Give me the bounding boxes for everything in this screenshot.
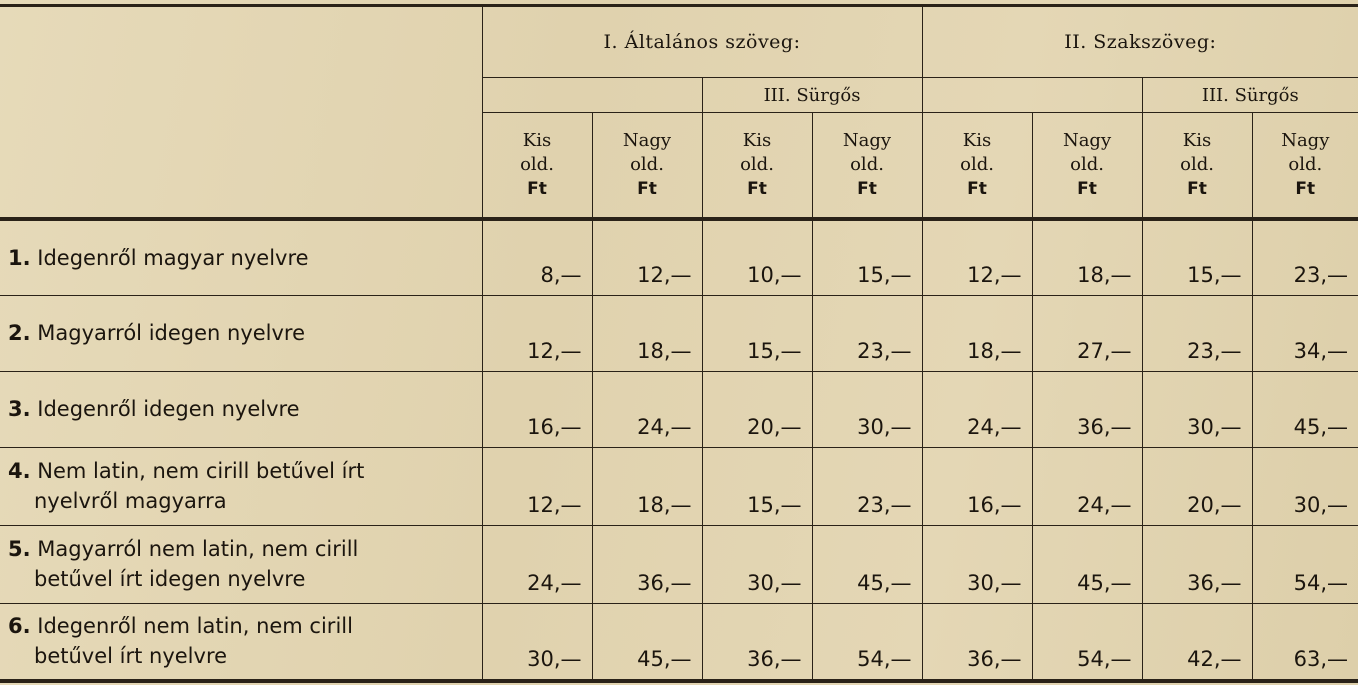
table-row (0, 371, 1358, 447)
col-small-page-header: Kis old. Ft (482, 113, 592, 220)
group-general-text: I. Általános szöveg: (482, 6, 922, 78)
row-number: 2. (8, 321, 31, 345)
row-label (0, 295, 482, 371)
price-cell: 30,— (702, 525, 812, 603)
row-label-line1: Idegenről nem latin, nem cirill (37, 614, 353, 639)
col-large-page-header: Nagy old. Ft (592, 113, 702, 220)
price-cell: 63,— (1252, 603, 1358, 681)
price-cell: 12,— (592, 219, 702, 295)
header-group-row (0, 6, 1358, 78)
price-cell: 10,— (702, 219, 812, 295)
row-label (0, 525, 482, 603)
row-number: 1. (8, 245, 31, 270)
row-label-header (0, 6, 482, 78)
row-label (0, 603, 482, 681)
table-row (0, 219, 1358, 295)
col-large-page-header: Nagy old. Ft (812, 113, 922, 220)
row-label-line1: Idegenről idegen nyelvre (37, 397, 300, 421)
price-cell: 24,— (592, 371, 702, 447)
price-cell: 23,— (1142, 295, 1252, 371)
price-cell: 45,— (812, 525, 922, 603)
price-cell: 18,— (592, 447, 702, 525)
price-cell: 54,— (1032, 603, 1142, 681)
row-label (0, 371, 482, 447)
price-cell: 12,— (482, 295, 592, 371)
price-cell: 18,— (1032, 219, 1142, 295)
price-cell: 36,— (592, 525, 702, 603)
row-label (0, 219, 482, 295)
price-cell: 54,— (812, 603, 922, 681)
rate-rows (0, 219, 1358, 681)
price-cell: 16,— (922, 447, 1032, 525)
price-cell: 30,— (1142, 371, 1252, 447)
price-cell: 15,— (812, 219, 922, 295)
table-row (0, 603, 1358, 681)
price-cell: 20,— (702, 371, 812, 447)
price-cell: 45,— (1252, 371, 1358, 447)
price-cell: 20,— (1142, 447, 1252, 525)
header-urgent-row (0, 78, 1358, 113)
table-row (0, 447, 1358, 525)
row-number: 5. (8, 537, 31, 561)
price-cell: 36,— (702, 603, 812, 681)
price-cell: 36,— (1032, 371, 1142, 447)
price-cell: 24,— (482, 525, 592, 603)
price-cell: 18,— (922, 295, 1032, 371)
row-number: 3. (8, 397, 31, 421)
price-cell: 23,— (812, 295, 922, 371)
urgent-general-header: III. Sürgős (702, 78, 922, 113)
col-small-page-header: Kis old. Ft (1142, 113, 1252, 220)
price-cell: 45,— (1032, 525, 1142, 603)
row-label-line1: Magyarról idegen nyelvre (37, 321, 306, 345)
price-cell: 30,— (812, 371, 922, 447)
col-large-page-header: Nagy old. Ft (1032, 113, 1142, 220)
price-cell: 12,— (922, 219, 1032, 295)
price-cell: 30,— (1252, 447, 1358, 525)
price-cell: 30,— (482, 603, 592, 681)
col-small-page-header: Kis old. Ft (922, 113, 1032, 220)
price-cell: 45,— (592, 603, 702, 681)
row-label-line1: Idegenről magyar nyelvre (37, 245, 309, 270)
price-cell: 8,— (482, 219, 592, 295)
price-cell: 24,— (922, 371, 1032, 447)
price-cell: 12,— (482, 447, 592, 525)
row-label-line2: nyelvről magyarra (34, 489, 227, 513)
row-label-line2: betűvel írt idegen nyelvre (34, 567, 306, 591)
price-cell: 23,— (812, 447, 922, 525)
table-row (0, 525, 1358, 603)
row-number: 6. (8, 614, 31, 639)
price-cell: 15,— (702, 295, 812, 371)
row-label-line1: Nem latin, nem cirill betűvel írt (37, 459, 365, 483)
row-label (0, 447, 482, 525)
col-large-page-header: Nagy old. Ft (1252, 113, 1358, 220)
urgent-special-header: III. Sürgős (1142, 78, 1358, 113)
row-label-line1: Magyarról nem latin, nem cirill (37, 537, 359, 561)
price-cell: 15,— (702, 447, 812, 525)
price-cell: 36,— (1142, 525, 1252, 603)
price-cell: 36,— (922, 603, 1032, 681)
row-label-line2: betűvel írt nyelvre (34, 644, 228, 669)
price-cell: 30,— (922, 525, 1032, 603)
header-column-row (0, 113, 1358, 220)
col-small-page-header: Kis old. Ft (702, 113, 812, 220)
group-special-text: II. Szakszöveg: (922, 6, 1358, 78)
price-cell: 54,— (1252, 525, 1358, 603)
price-cell: 27,— (1032, 295, 1142, 371)
price-cell: 34,— (1252, 295, 1358, 371)
translation-rate-table (0, 4, 1358, 683)
price-cell: 15,— (1142, 219, 1252, 295)
table-row (0, 295, 1358, 371)
price-cell: 42,— (1142, 603, 1252, 681)
price-cell: 24,— (1032, 447, 1142, 525)
row-number: 4. (8, 459, 31, 483)
price-cell: 16,— (482, 371, 592, 447)
price-cell: 23,— (1252, 219, 1358, 295)
price-cell: 18,— (592, 295, 702, 371)
